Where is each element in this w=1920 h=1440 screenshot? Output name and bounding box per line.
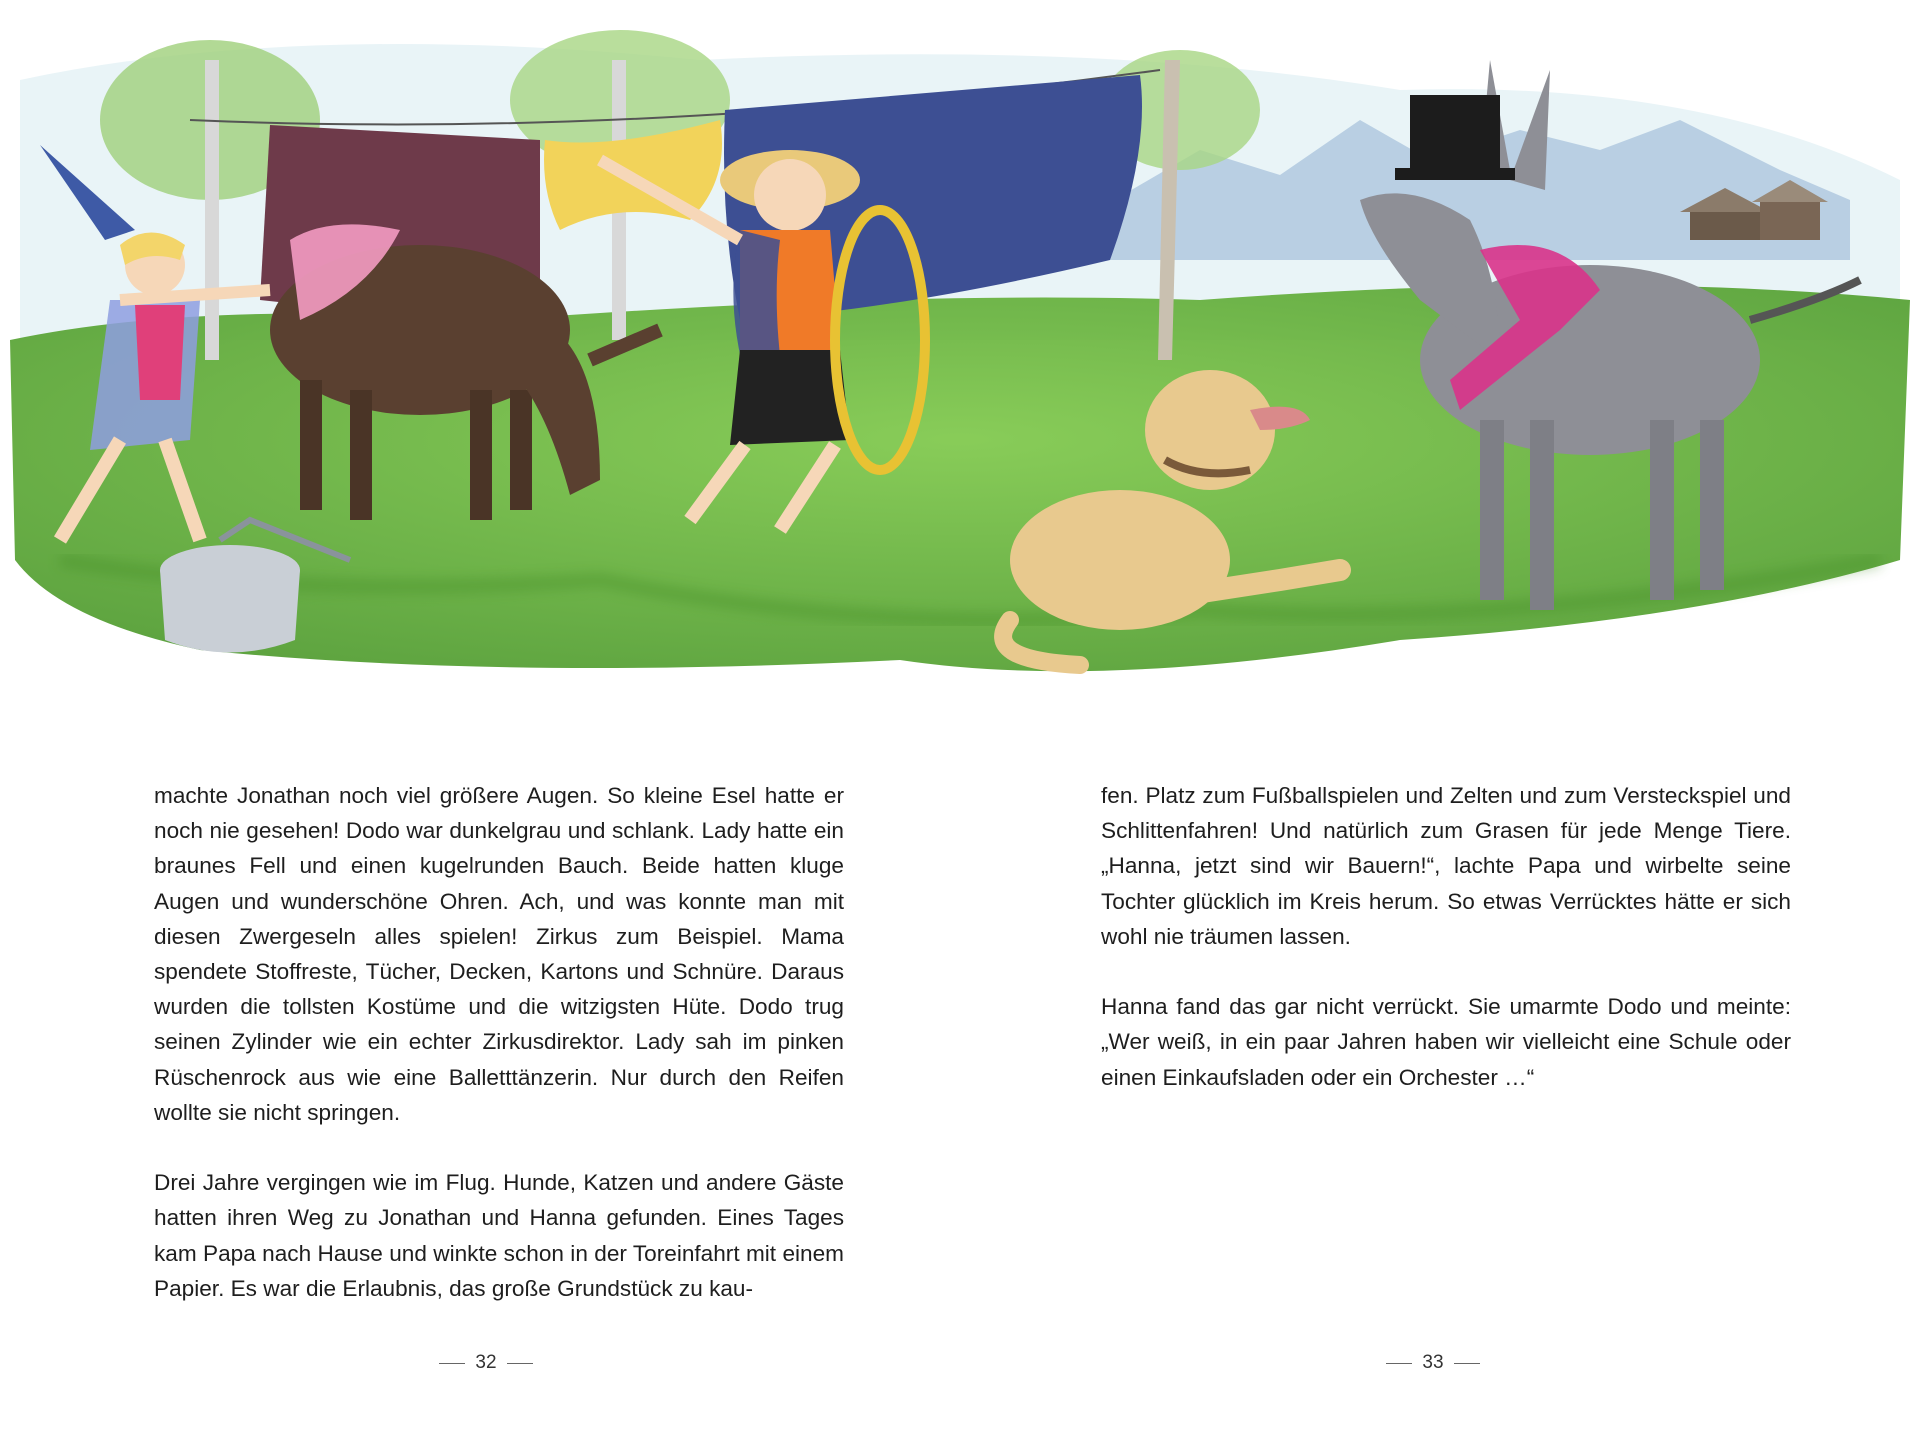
folio-rule-icon: [1386, 1363, 1412, 1364]
watercolor-illustration: [0, 0, 1920, 700]
page-number-right-label: 33: [1422, 1352, 1444, 1373]
page-number-left: [406, 1352, 566, 1374]
folio-rule-icon: [1454, 1363, 1480, 1364]
folio-rule-icon: [439, 1363, 465, 1364]
right-paragraph-1: fen. Platz zum Fußballspielen und Zelten und zum Versteckspiel und Schlittenfahren! Und natürlich zum Grasen für jede Menge Tiere. „Hanna, jetzt sind wir Bauern!“, lachte Papa und wirbelte seine Tochter glücklich im Kreis herum. So etwas Verrücktes hätte er sich wohl nie träumen lassen.: [1101, 783, 1791, 949]
left-paragraph-1: machte Jonathan noch viel größere Augen. So kleine Esel hatte er noch nie gesehen! Dodo war dunkelgrau und schlank. Lady hatte ein braunes Fell und einen kugelrunden Bauch. Beide hatten kluge Augen und wunderschöne Ohren. Ach, und was konnte man mit diesen Zwergeseln alles spielen! Zirkus zum Beispiel. Mama spendete Stoffreste, Tücher, Decken, Kartons und Schnüre. Daraus wurden die tollsten Kostüme und die witzigsten Hüte. Dodo trug seinen Zylinder wie ein echter Zirkusdirektor. Lady sah im pinken Rüschenrock aus wie eine Balletttänzerin. Nur durch den Reifen wollte sie nicht springen.: [154, 783, 844, 1125]
page-number-right: [1353, 1352, 1513, 1374]
page-number-left-label: 32: [475, 1352, 497, 1373]
left-paragraph-2: Drei Jahre vergingen wie im Flug. Hunde, Katzen und andere Gäste hatten ihren Weg zu Jonathan und Hanna gefunden. Eines Tages kam Papa nach Hause und winkte schon in der Toreinfahrt mit einem Papier. Es war die Erlaubnis, das große Grundstück zu kau-: [154, 1170, 844, 1301]
right-paragraph-2: Hanna fand das gar nicht verrückt. Sie umarmte Dodo und meinte: „Wer weiß, in ein paar Jahren haben wir vielleicht eine Schule oder einen Einkaufsladen oder ein Orchester …“: [1101, 994, 1791, 1090]
illustration-svg: [0, 0, 1920, 700]
right-page-text: [1101, 778, 1791, 1130]
left-page-text: [154, 778, 844, 1341]
folio-rule-icon: [507, 1363, 533, 1364]
